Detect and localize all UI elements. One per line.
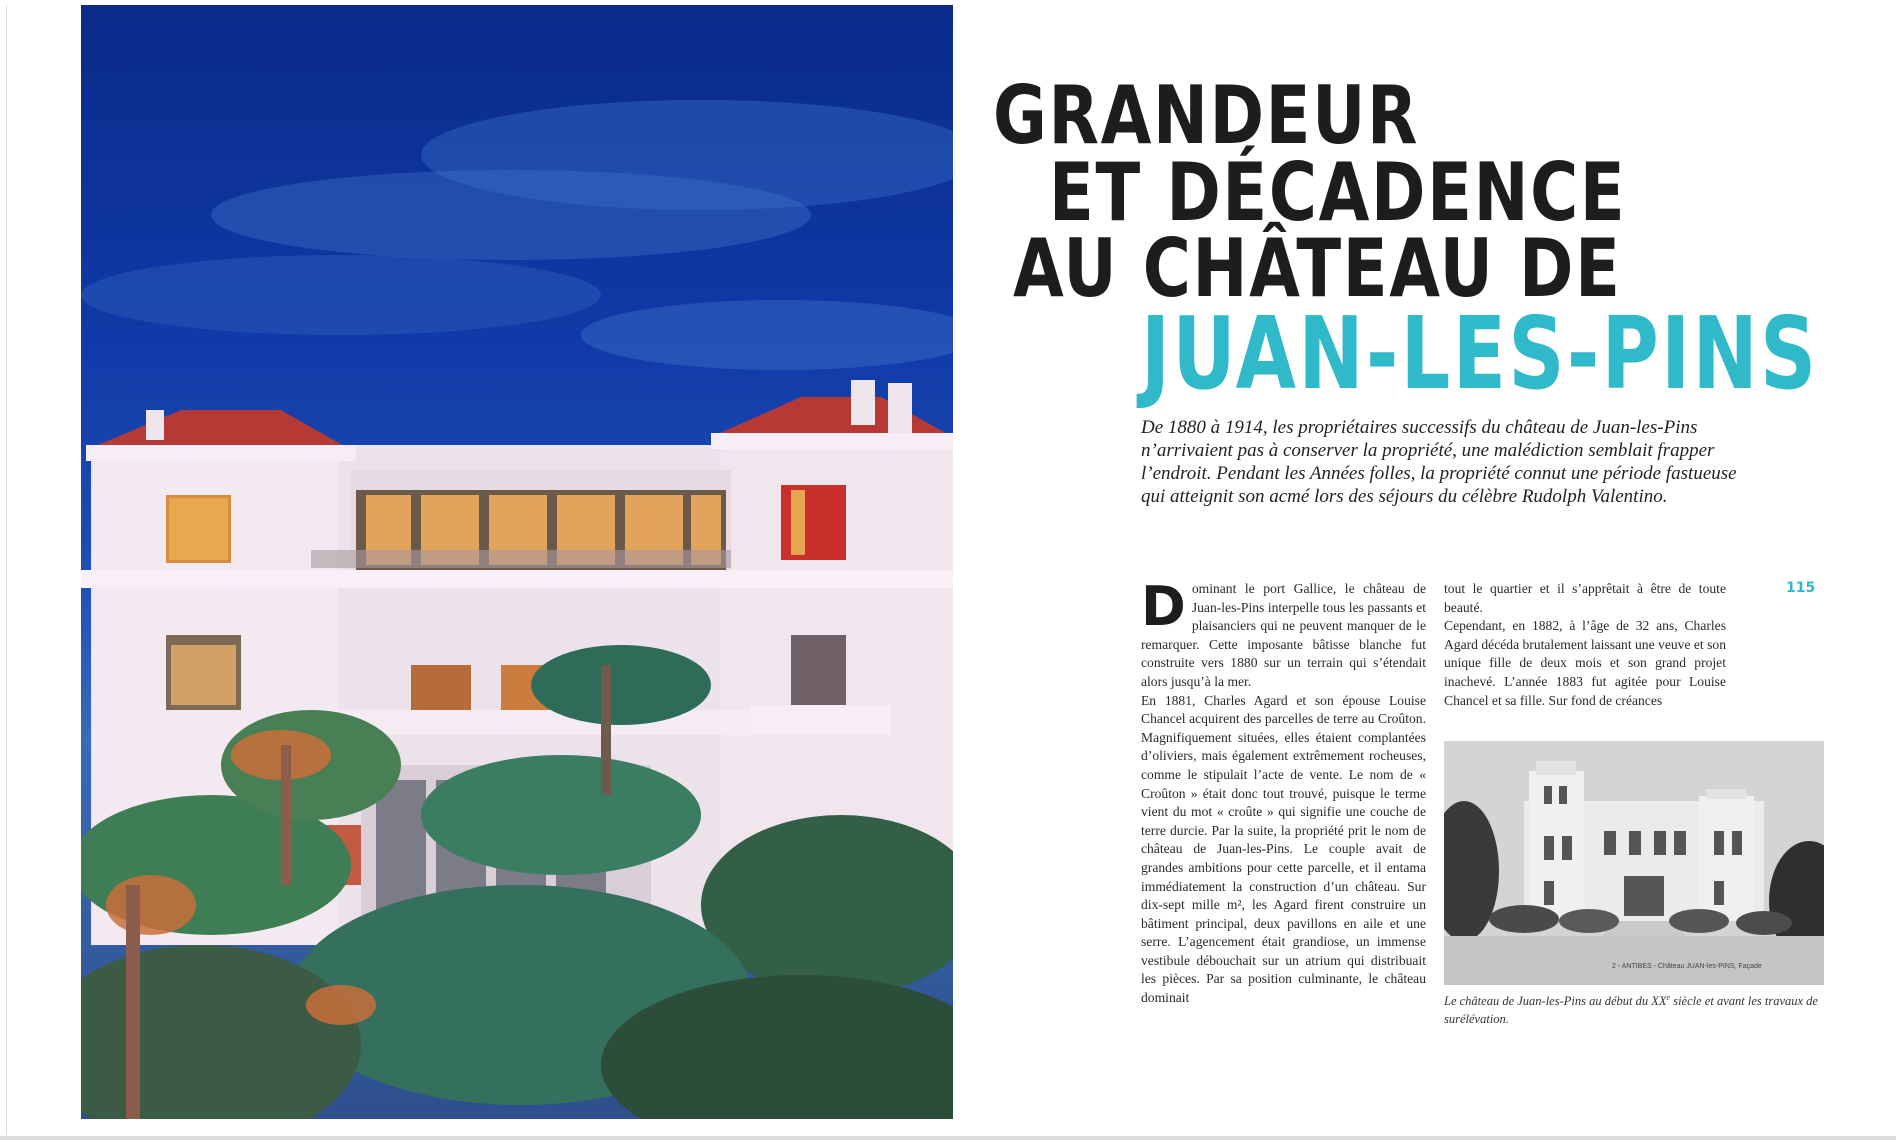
- postcard-printed-caption: 2 - ANTIBES - Château JUAN-les-PINS, Façade: [1612, 963, 1762, 970]
- chateau-photo: [81, 5, 953, 1119]
- title-line-2: ET DÉCADENCE: [1049, 146, 1627, 239]
- drop-cap: D: [1141, 575, 1186, 638]
- page-number: 115: [1786, 580, 1816, 596]
- caption-superscript: e: [1666, 992, 1671, 1002]
- body-paragraph-1: [1141, 575, 1426, 692]
- title-line-4: JUAN-LES-PINS: [1141, 295, 1819, 412]
- body-paragraph-3: tout le quartier et il s’apprêtait à être de toute beauté.: [1444, 581, 1726, 615]
- historic-postcard-image: [1444, 741, 1824, 985]
- body-column-2: [1444, 580, 1726, 710]
- caption-text-end: siècle et avant les travaux de surélévation.: [1444, 994, 1818, 1026]
- intro-paragraph: De 1880 à 1914, les propriétaires successifs du château de Juan-les-Pins n’arrivaient pas à conserver la propriété, une malédiction semblait frapper l’endroit. Pendant les Années folles, la propriété connut une période fastueuse qui atteignit son acmé lors des séjours du célèbre Rudolph Valentino.: [1141, 417, 1737, 507]
- body-paragraph-2: En 1881, Charles Agard et son épouse Louise Chancel acquirent des parcelles de terre au Croûton. Magnifiquement situées, elles étaient complantées d’oliviers, mais également extrêmement rocheuses, comme le stipulait l’acte de vente. Le nom de « Croûton » était donc tout trouvé, puisque le terme vient du mot « croûte » qui signifie une couche de terre durcie. Par la suite, la propriété prit le nom de château de Juan-les-Pins. Le couple avait de grandes ambitions pour cette parcelle, et il entama immédiatement la construction d’un château. Sur dix-sept mille m², les Agard firent construire un bâtiment principal, deux pavillons en aile et une serre. L’agencement était grandiose, un immense vestibule débouchait sur un atrium qui distribuait les pièces. Par sa position culminante, le château dominait: [1141, 692, 1426, 1006]
- body-paragraph-4: Cependant, en 1882, à l’âge de 32 ans, Charles Agard décéda brutalement laissant une veuve et son unique fille de deux mois et son grand projet inachevé. L’année 1883 fut agitée pour Louise Chancel et sa fille. Sur fond de créances: [1444, 618, 1726, 708]
- body-paragraph-1-text: ominant le port Gallice, le château de Juan-les-Pins interpelle tous les passants et plaisanciers qui ne peuvent manquer de le remarquer. Cette imposante bâtisse blanche fut construite vers 1880 sur un terrain qui s’étendait alors jusqu’à la mer.: [1141, 581, 1426, 689]
- title-line-1: GRANDEUR: [993, 69, 1420, 162]
- title-line-3: AU CHÂTEAU DE: [1013, 222, 1622, 315]
- body-column-1: [1141, 575, 1426, 1008]
- page-edge: [0, 1136, 1896, 1140]
- image-caption: [1444, 992, 1824, 1028]
- caption-text-start: Le château de Juan-les-Pins au début du XX: [1444, 994, 1667, 1008]
